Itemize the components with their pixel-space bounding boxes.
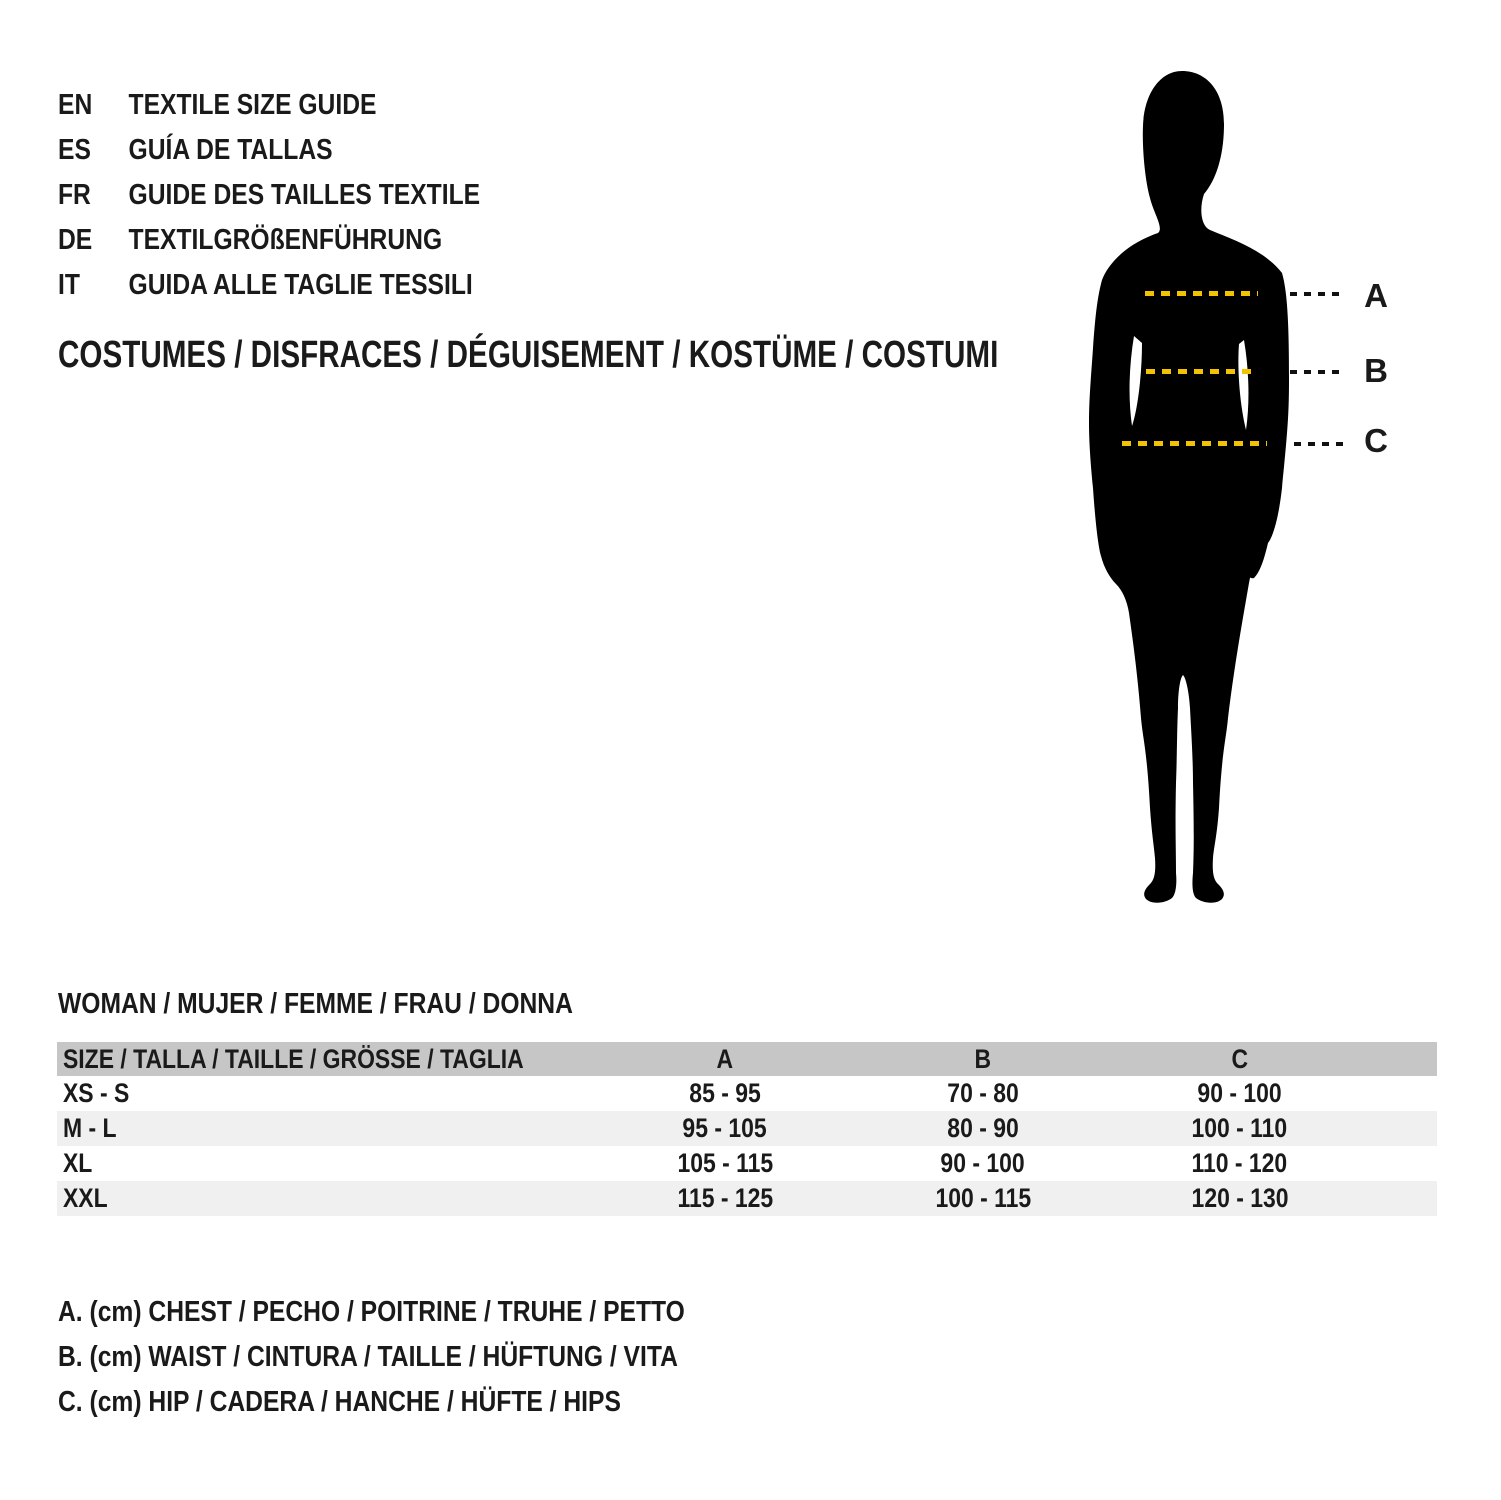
section-title-text: WOMAN / MUJER / FEMME / FRAU / DONNA: [58, 988, 573, 1020]
language-code: DE: [58, 224, 93, 256]
legend-waist: B. (cm) WAIST / CINTURA / TAILLE / HÜFTUNG / VITA: [58, 1341, 678, 1373]
cell-c: 90 - 100: [1197, 1078, 1282, 1108]
chest-dash-line: [1145, 291, 1258, 296]
language-row-de: [58, 218, 555, 263]
waist-dash-line: [1146, 369, 1253, 374]
language-row-fr: [58, 173, 555, 218]
language-row-it: [58, 263, 555, 308]
cell-b: 80 - 90: [947, 1113, 1019, 1143]
cell-size: M - L: [63, 1113, 117, 1143]
header-b: B: [974, 1043, 992, 1074]
cell-c: 120 - 130: [1191, 1183, 1289, 1213]
cell-size: XS - S: [63, 1078, 130, 1108]
table-row-xs-s: [57, 1076, 1437, 1111]
cell-b: 100 - 115: [935, 1183, 1031, 1213]
guide-title-en: TEXTILE SIZE GUIDE: [128, 89, 377, 121]
language-row-es: [58, 128, 555, 173]
cell-b: 70 - 80: [947, 1078, 1019, 1108]
cell-size: XXL: [63, 1183, 108, 1213]
marker-label-c: C: [1364, 422, 1388, 459]
guide-title-it: GUIDA ALLE TAGLIE TESSILI: [128, 269, 473, 301]
language-code: ES: [58, 134, 91, 166]
header-a: A: [716, 1043, 734, 1074]
guide-title-de: TEXTILGRÖßENFÜHRUNG: [128, 224, 443, 256]
cell-c: 100 - 110: [1191, 1113, 1288, 1143]
table-row-xl: [57, 1146, 1437, 1181]
category-title-text: COSTUMES / DISFRACES / DÉGUISEMENT / KOSTÜME / COSTUMI: [58, 334, 999, 376]
cell-a: 105 - 115: [677, 1148, 773, 1178]
cell-a: 115 - 125: [677, 1183, 773, 1213]
measurement-legend: [58, 1290, 795, 1425]
hip-dash-line: [1122, 441, 1267, 446]
size-table: [57, 1042, 1437, 1216]
legend-chest: A. (cm) CHEST / PECHO / POITRINE / TRUHE / PETTO: [58, 1296, 685, 1328]
hip-pointer-line: [1294, 442, 1344, 446]
guide-title-fr: GUIDE DES TAILLES TEXTILE: [128, 179, 481, 211]
cell-b: 90 - 100: [940, 1148, 1026, 1178]
table-row-m-l: [57, 1111, 1437, 1146]
woman-silhouette: [1066, 68, 1306, 913]
language-code: EN: [58, 89, 93, 121]
marker-label-a: A: [1364, 277, 1388, 314]
marker-label-b: B: [1364, 352, 1388, 389]
language-code: IT: [58, 269, 80, 301]
language-code: FR: [58, 179, 91, 211]
table-row-xxl: [57, 1181, 1437, 1216]
guide-title-es: GUÍA DE TALLAS: [128, 134, 333, 166]
header-c: C: [1231, 1043, 1248, 1074]
section-title: [58, 988, 664, 1021]
waist-pointer-line: [1290, 370, 1344, 374]
cell-size: XL: [63, 1148, 93, 1178]
cell-c: 110 - 120: [1191, 1148, 1288, 1178]
header-size: SIZE / TALLA / TAILLE / GRÖSSE / TAGLIA: [63, 1043, 524, 1074]
chest-pointer-line: [1290, 292, 1344, 296]
language-guide-list: [58, 83, 555, 308]
size-table-header-row: [57, 1042, 1437, 1076]
cell-a: 95 - 105: [682, 1113, 768, 1143]
legend-hip: C. (cm) HIP / CADERA / HANCHE / HÜFTE / HIPS: [58, 1386, 621, 1418]
cell-a: 85 - 95: [689, 1078, 761, 1108]
language-row-en: [58, 83, 555, 128]
